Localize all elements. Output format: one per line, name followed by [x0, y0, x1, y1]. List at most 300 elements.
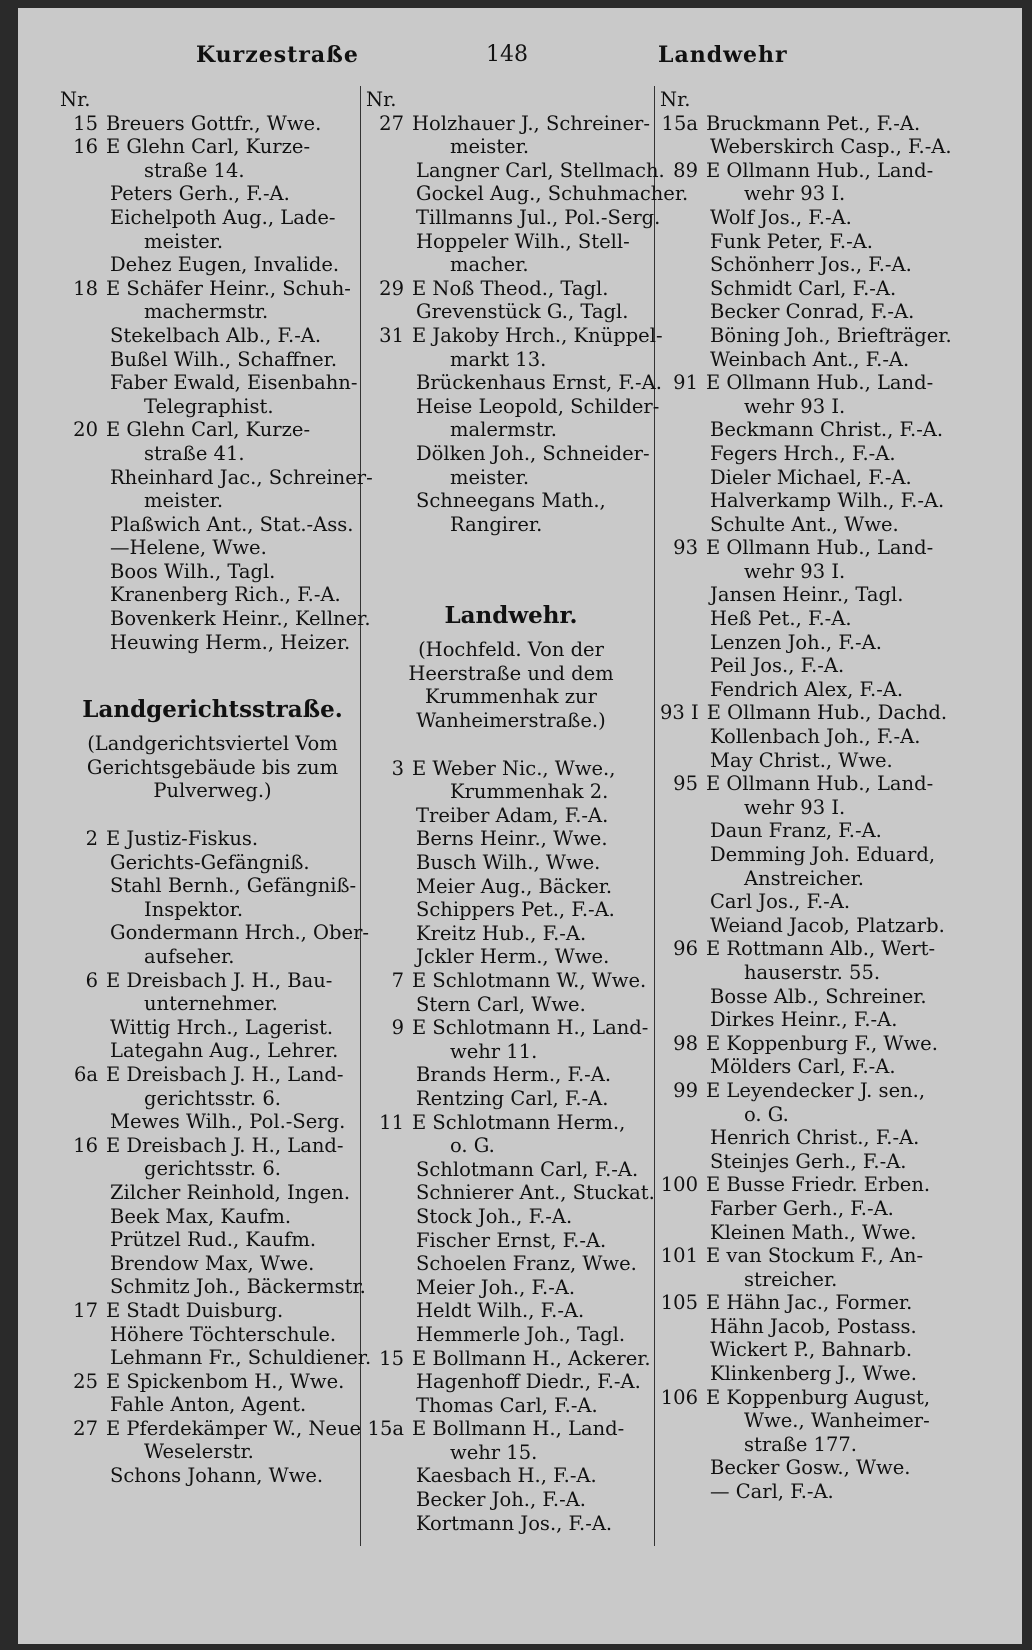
spacer [366, 733, 656, 757]
house-number: 18 [73, 276, 98, 300]
entry-text: Dieler Michael, F.-A. [710, 465, 912, 489]
entry-line [60, 489, 365, 513]
entry-line [660, 890, 958, 914]
entry-line-numbered [660, 371, 958, 395]
entry-line [660, 1456, 958, 1480]
entry-line [366, 1512, 656, 1536]
entry-line [366, 993, 656, 1017]
entry-text: Berns Heinr., Wwe. [416, 827, 608, 851]
entry-line [366, 875, 656, 899]
entry-line [660, 395, 958, 419]
entry-text: meister. [144, 229, 224, 253]
entry-text: Jckler Herm., Wwe. [416, 945, 610, 969]
directory-page [18, 8, 1022, 1644]
entry-line [660, 843, 958, 867]
house-number: 3 [391, 756, 404, 780]
house-number: 6a [73, 1062, 98, 1086]
header-left-street: Kurzestraße [196, 42, 359, 68]
entry-text: Holzhauer J., Schreiner- [412, 111, 650, 135]
entry-text: E Pferdekämper W., Neue [106, 1416, 362, 1440]
entry-line-numbered [60, 1370, 365, 1394]
entry-line [660, 1197, 958, 1221]
street-description: (Landgerichtsviertel Vom Gerichtsgebäude bis zum Pulverweg.) [86, 732, 339, 803]
entry-line-numbered [660, 536, 958, 560]
entry-text: Wickert P., Bahnarb. [710, 1338, 913, 1362]
entry-text: Jansen Heinr., Tagl. [710, 583, 904, 607]
entry-text: Dirkes Heinr., F.-A. [710, 1008, 898, 1032]
entry-text: streicher. [744, 1267, 838, 1291]
entry-text: Lenzen Joh., F.-A. [710, 630, 882, 654]
entry-line [660, 442, 958, 466]
entry-text: E Koppenburg F., Wwe. [706, 1031, 938, 1055]
entry-text: Becker Gosw., Wwe. [710, 1456, 911, 1480]
entry-text: Rheinhard Jac., Schreiner- [110, 465, 373, 489]
house-number: 7 [391, 969, 404, 992]
directory-column-3 [660, 88, 958, 1504]
entry-line [366, 1276, 656, 1300]
entry-line [660, 867, 958, 891]
entry-text: E Ollmann Hub., Dachd. [706, 701, 948, 725]
entry-line [366, 1134, 656, 1158]
entry-line [366, 898, 656, 922]
entry-line [660, 1433, 958, 1457]
entry-text: meister. [450, 465, 530, 489]
entry-text: E Glehn Carl, Kurze- [106, 418, 311, 442]
entry-line [366, 442, 656, 466]
entry-text: Nr. [660, 88, 691, 111]
entry-text: Hoppeler Wilh., Stell- [416, 229, 630, 253]
entry-line [60, 1157, 365, 1181]
page-number: 148 [486, 42, 528, 67]
entry-text: macher. [450, 253, 529, 277]
entry-text: straße 14. [144, 158, 245, 182]
entry-text: E Leyendecker J. sen., [706, 1078, 926, 1102]
entry-text: gerichtsstr. 6. [144, 1086, 281, 1110]
entry-text: Henrich Christ., F.-A. [710, 1126, 920, 1150]
entry-text: Kreitz Hub., F.-A. [416, 921, 587, 945]
entry-line [60, 874, 365, 898]
entry-line [60, 560, 365, 584]
entry-text: Zilcher Reinhold, Ingen. [110, 1180, 351, 1204]
entry-line [366, 1370, 656, 1394]
entry-line [660, 796, 958, 820]
entry-line [366, 348, 656, 372]
house-number: 93 [673, 536, 698, 560]
entry-line-numbered [60, 418, 365, 442]
entry-text: Kleinen Math., Wwe. [710, 1220, 917, 1244]
entry-text: gerichtsstr. 6. [144, 1157, 281, 1181]
entry-line [60, 1464, 365, 1488]
entry-text: Dölken Joh., Schneider- [416, 441, 650, 465]
entry-text: Höhere Töchterschule. [110, 1322, 337, 1346]
entry-line-numbered [660, 159, 958, 183]
spacer [366, 536, 656, 560]
entry-text: Schippers Pet., F.-A. [416, 898, 615, 922]
entry-text: E Schlotmann H., Land- [412, 1016, 649, 1040]
entry-line [660, 182, 958, 206]
entry-text: unternehmer. [144, 992, 278, 1016]
entry-line [366, 394, 660, 419]
entry-line [60, 159, 365, 183]
entry-text: Becker Joh., F.-A. [416, 1488, 586, 1512]
entry-line [660, 1221, 958, 1245]
entry-text: E Ollmann Hub., Land- [706, 536, 934, 560]
page-header [18, 36, 1022, 76]
entry-line-numbered [366, 277, 656, 301]
entry-line [366, 418, 656, 442]
entry-line [60, 992, 365, 1016]
entry-text: Funk Peter, F.-A. [710, 229, 873, 253]
entry-line [60, 348, 365, 372]
entry-line [366, 88, 656, 112]
entry-line [60, 88, 365, 112]
entry-line [60, 1228, 365, 1252]
entry-text: Schoelen Franz, Wwe. [416, 1252, 637, 1276]
entry-line-numbered [60, 1134, 365, 1158]
entry-line [366, 1441, 656, 1465]
header-right-street: Landwehr [658, 42, 788, 68]
entry-line [366, 1181, 656, 1205]
entry-text: May Christ., Wwe. [710, 748, 893, 772]
house-number: 96 [673, 937, 698, 961]
entry-text: machermstr. [144, 300, 269, 324]
entry-line [366, 253, 656, 277]
entry-line [660, 277, 958, 301]
entry-line-numbered [660, 1032, 958, 1056]
entry-text: E van Stockum F., An- [706, 1244, 924, 1268]
entry-line [660, 725, 958, 749]
entry-line [60, 1252, 365, 1276]
entry-line-numbered [60, 135, 365, 159]
entry-text: wehr 93 I. [744, 394, 846, 418]
entry-text: E Bollmann H., Land- [412, 1417, 625, 1441]
street-heading: Landgerichtsstraße. [82, 696, 343, 724]
entry-line-numbered [366, 1111, 656, 1135]
house-number: 11 [379, 1110, 404, 1134]
entry-text: Stern Carl, Wwe. [416, 992, 586, 1016]
entry-text: Breuers Gottfr., Wwe. [106, 111, 322, 135]
entry-line [60, 253, 365, 277]
entry-text: Kollenbach Joh., F.-A. [710, 725, 921, 749]
entry-text: Beckmann Christ., F.-A. [710, 418, 944, 442]
entry-text: Inspektor. [144, 897, 244, 921]
entry-line [660, 1315, 958, 1339]
entry-line [660, 1268, 958, 1292]
entry-text: Gerichts-Gefängniß. [110, 850, 310, 874]
entry-line [660, 206, 958, 230]
spacer [60, 803, 365, 827]
entry-line-numbered [366, 112, 656, 136]
entry-line [660, 1103, 958, 1127]
entry-line [660, 1338, 958, 1362]
entry-line [60, 1039, 365, 1063]
entry-text: Prützel Rud., Kaufm. [110, 1228, 317, 1252]
entry-text: Kranenberg Rich., F.-A. [110, 583, 341, 607]
house-number: 31 [379, 323, 404, 347]
entry-text: Nr. [366, 88, 397, 111]
entry-line [366, 1229, 656, 1253]
entry-text: Thomas Carl, F.-A. [416, 1393, 598, 1417]
entry-line [60, 1110, 365, 1134]
entry-text: E Ollmann Hub., Land- [706, 772, 934, 796]
entry-line [60, 465, 373, 490]
entry-line [660, 253, 958, 277]
house-number: 91 [673, 371, 698, 395]
entry-line [366, 1464, 656, 1488]
house-number: 16 [73, 1133, 98, 1157]
entry-line [366, 489, 656, 513]
entry-line [60, 945, 365, 969]
entry-line [660, 230, 958, 254]
entry-text: Beek Max, Kaufm. [110, 1204, 292, 1228]
entry-line [366, 1063, 656, 1087]
entry-line-numbered [366, 757, 656, 781]
entry-line [660, 489, 958, 513]
entry-text: —Helene, Wwe. [110, 536, 267, 560]
entry-line [60, 921, 369, 945]
directory-column-1 [60, 88, 373, 1488]
entry-text: markt 13. [450, 347, 547, 371]
entry-line [60, 371, 365, 395]
entry-line [60, 607, 371, 631]
entry-line [60, 1393, 365, 1417]
entry-line [660, 88, 958, 112]
entry-text: Böning Joh., Briefträger. [710, 323, 952, 347]
entry-line [60, 1205, 365, 1229]
entry-line [366, 1299, 656, 1323]
entry-line [366, 466, 656, 490]
entry-line-numbered [366, 1417, 656, 1441]
entry-text: Bruckmann Pet., F.-A. [706, 111, 921, 135]
entry-line [60, 442, 365, 466]
entry-text: Klinkenberg J., Wwe. [710, 1362, 917, 1386]
entry-text: Schlotmann Carl, F.-A. [416, 1157, 639, 1181]
entry-line [660, 324, 958, 348]
entry-line-numbered [660, 112, 958, 136]
entry-line [60, 536, 365, 560]
entry-line [660, 654, 958, 678]
entry-text: o. G. [450, 1134, 495, 1158]
house-number: 95 [673, 772, 698, 796]
house-number: 15a [367, 1417, 404, 1441]
house-number: 15a [661, 111, 698, 135]
entry-text: Hähn Jacob, Postass. [710, 1314, 917, 1338]
entry-text: Bußel Wilh., Schaffner. [110, 347, 338, 371]
entry-text: Nr. [60, 88, 91, 111]
entry-text: Mölders Carl, F.-A. [710, 1055, 896, 1079]
house-number: 29 [379, 276, 404, 300]
entry-line-numbered [660, 1173, 958, 1197]
entry-text: Gockel Aug., Schuhmacher. [416, 182, 689, 206]
house-number: 6 [85, 968, 98, 992]
house-number: 27 [73, 1416, 98, 1440]
entry-text: Heldt Wilh., F.-A. [416, 1299, 585, 1323]
entry-text: Gondermann Hrch., Ober- [110, 921, 369, 945]
entry-text: Wittig Hrch., Lagerist. [110, 1015, 334, 1039]
entry-text: Wwe., Wanheimer- [744, 1409, 930, 1433]
entry-text: aufseher. [144, 945, 235, 968]
entry-line-numbered [660, 701, 958, 725]
entry-line [60, 1440, 365, 1464]
entry-line [60, 206, 365, 230]
entry-text: Langner Carl, Stellmach. [416, 158, 665, 182]
entry-text: Brendow Max, Wwe. [110, 1251, 315, 1275]
entry-line [366, 1252, 656, 1276]
entry-text: Meier Aug., Bäcker. [416, 874, 613, 898]
entry-line [660, 583, 958, 607]
entry-text: E Spickenbom H., Wwe. [106, 1369, 345, 1393]
entry-line [660, 819, 958, 843]
entry-text: E Noß Theod., Tagl. [412, 276, 609, 300]
entry-line-numbered [60, 1417, 365, 1441]
entry-line-numbered [60, 827, 365, 851]
entry-text: Wolf Jos., F.-A. [710, 205, 852, 229]
entry-line [60, 324, 365, 348]
entry-text: E Dreisbach J. H., Land- [106, 1062, 344, 1086]
entry-text: Telegraphist. [144, 394, 274, 418]
entry-text: Plaßwich Ant., Stat.-Ass. [110, 512, 354, 536]
entry-line-numbered [60, 969, 365, 993]
entry-text: E Stadt Duisburg. [106, 1298, 284, 1322]
house-number: 106 [660, 1385, 698, 1409]
entry-text: wehr 11. [450, 1039, 538, 1063]
entry-text: Schmitz Joh., Bäckermstr. [110, 1275, 366, 1299]
entry-text: Steinjes Gerh., F.-A. [710, 1149, 907, 1173]
entry-text: Heuwing Herm., Heizer. [110, 630, 351, 654]
entry-line [366, 1323, 656, 1347]
entry-line [60, 583, 365, 607]
entry-line [366, 827, 656, 851]
entry-line [366, 205, 661, 230]
house-number: 27 [379, 111, 404, 135]
entry-text: E Schäfer Heinr., Schuh- [106, 276, 351, 300]
entry-text: E Justiz-Fiskus. [106, 827, 259, 851]
entry-line [660, 607, 958, 631]
entry-text: meister. [144, 489, 224, 513]
entry-line-numbered [60, 1063, 365, 1087]
entry-line-numbered [60, 277, 365, 301]
entry-text: Daun Franz, F.-A. [710, 819, 882, 843]
entry-line [60, 1323, 365, 1347]
entry-text: Fahle Anton, Agent. [110, 1393, 307, 1417]
entry-text: Stahl Bernh., Gefängniß- [110, 874, 357, 898]
entry-line [60, 898, 365, 922]
entry-line-numbered [660, 1079, 958, 1103]
entry-text: Faber Ewald, Eisenbahn- [110, 371, 358, 395]
entry-text: Grevenstück G., Tagl. [416, 300, 629, 324]
entry-text: E Dreisbach J. H., Bau- [106, 968, 333, 992]
entry-text: Demming Joh. Eduard, [710, 843, 936, 866]
entry-text: Weiand Jacob, Platzarb. [710, 913, 945, 937]
entry-line [366, 158, 665, 183]
entry-line [60, 631, 365, 655]
entry-text: E Schlotmann W., Wwe. [412, 969, 647, 992]
entry-line [60, 1087, 365, 1111]
entry-text: Boos Wilh., Tagl. [110, 559, 276, 583]
entry-line [60, 1016, 365, 1040]
house-number: 105 [660, 1291, 698, 1315]
entry-line [366, 1394, 656, 1418]
entry-text: Krummenhak 2. [450, 780, 609, 804]
entry-line [660, 1409, 958, 1433]
entry-line [660, 560, 958, 584]
entry-line [366, 851, 656, 875]
entry-text: Heise Leopold, Schilder- [416, 394, 660, 418]
house-number: 25 [73, 1369, 98, 1393]
entry-line [366, 371, 662, 395]
entry-text: Eichelpoth Aug., Lade- [110, 205, 336, 229]
entry-text: wehr 15. [450, 1440, 538, 1464]
entry-line [366, 1205, 656, 1229]
entry-text: E Ollmann Hub., Land- [706, 371, 934, 395]
entry-line [660, 1055, 958, 1079]
entry-text: Heß Pet., F.-A. [710, 607, 852, 631]
entry-text: Schulte Ant., Wwe. [710, 512, 899, 536]
entry-line [366, 182, 689, 206]
entry-line [660, 914, 958, 938]
entry-text: Schneegans Math., [416, 489, 606, 513]
entry-line-numbered [366, 323, 663, 348]
house-number: 20 [73, 418, 98, 442]
entry-line [660, 418, 958, 442]
entry-line-numbered [366, 969, 656, 993]
entry-text: Hemmerle Joh., Tagl. [416, 1322, 626, 1346]
entry-text: Busch Wilh., Wwe. [416, 851, 601, 875]
entry-text: Hagenhoff Diedr., F.-A. [416, 1370, 641, 1394]
entry-text: Bosse Alb., Schreiner. [710, 984, 927, 1008]
entry-text: E Hähn Jac., Former. [706, 1291, 913, 1315]
house-number: 98 [673, 1031, 698, 1055]
entry-text: — Carl, F.-A. [710, 1480, 834, 1504]
entry-line [660, 749, 958, 773]
entry-line-numbered [60, 112, 365, 136]
entry-line-numbered [366, 1347, 656, 1371]
entry-line [366, 1087, 656, 1111]
entry-line-numbered [660, 937, 958, 961]
house-number: 15 [379, 1346, 404, 1370]
house-number: 100 [660, 1173, 698, 1197]
entry-line-numbered [660, 1244, 958, 1268]
entry-line [366, 230, 656, 254]
entry-text: Becker Conrad, F.-A. [710, 300, 915, 324]
entry-line [60, 513, 365, 537]
street-heading: Landwehr. [444, 602, 578, 630]
entry-text: E Busse Friedr. Erben. [706, 1173, 931, 1197]
entry-text: E Glehn Carl, Kurze- [106, 135, 311, 159]
entry-line-numbered [660, 1386, 958, 1410]
entry-line [366, 1040, 656, 1064]
entry-line [660, 1126, 958, 1150]
entry-line [60, 851, 365, 875]
entry-text: Stock Joh., F.-A. [416, 1204, 573, 1228]
entry-text: straße 177. [744, 1432, 857, 1456]
entry-text: Fendrich Alex, F.-A. [710, 677, 904, 701]
entry-text: Mewes Wilh., Pol.-Serg. [110, 1110, 346, 1134]
entry-line-numbered [60, 1299, 365, 1323]
entry-line [660, 631, 958, 655]
entry-text: Meier Joh., F.-A. [416, 1275, 576, 1299]
house-number: 9 [391, 1016, 404, 1040]
entry-line [60, 1275, 365, 1299]
entry-line-numbered [660, 1291, 958, 1315]
house-number: 2 [85, 827, 98, 851]
entry-line [60, 300, 365, 324]
entry-line-numbered [660, 772, 958, 796]
entry-line [366, 300, 656, 324]
house-number: 101 [660, 1244, 698, 1268]
entry-text: o. G. [744, 1102, 789, 1126]
entry-line [60, 230, 365, 254]
